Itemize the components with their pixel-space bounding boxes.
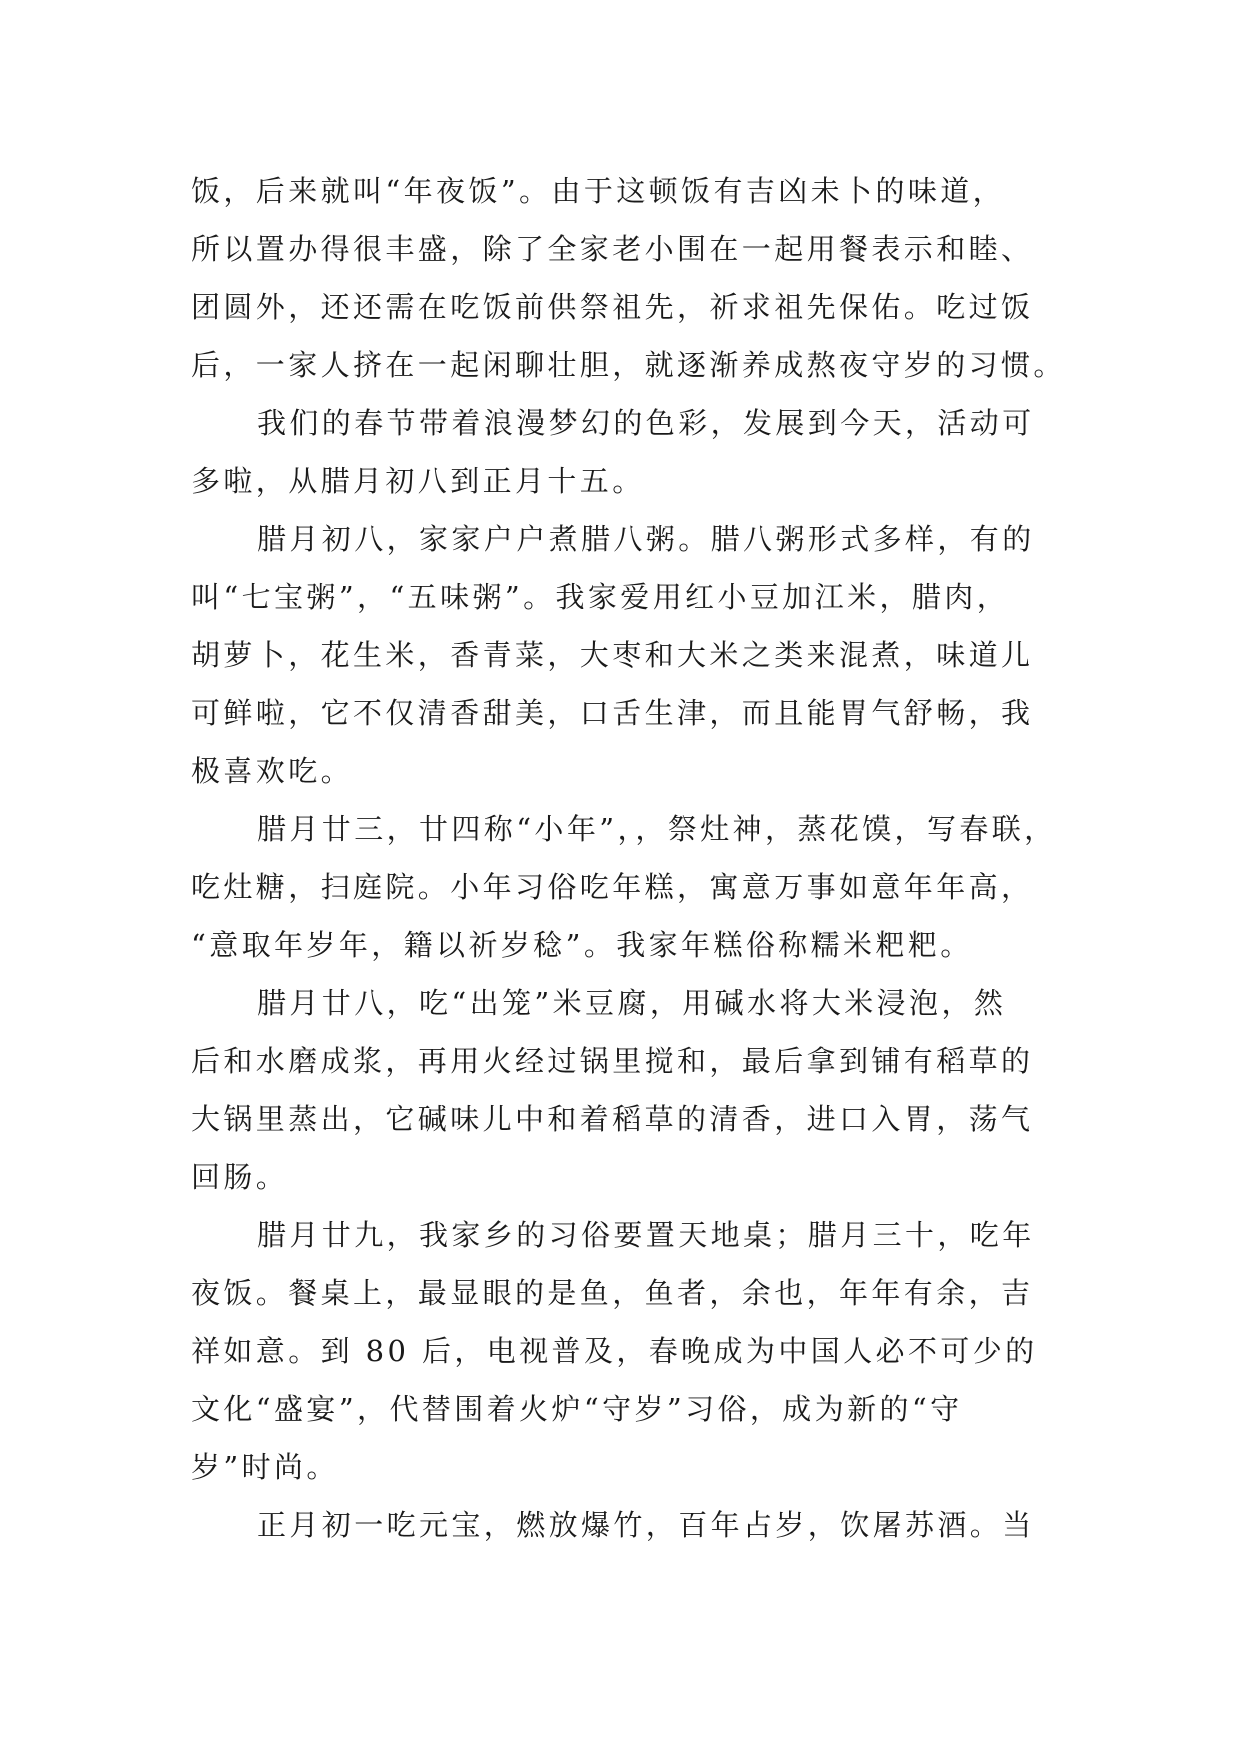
text-line: 可鲜啦，它不仅清香甜美，口舌生津，而且能胃气舒畅，我 <box>191 696 1034 730</box>
text-line: 团圆外，还还需在吃饭前供祭祖先，祈求祖先保佑。吃过饭 <box>191 290 1034 324</box>
text-line: 腊月廿八，吃“出笼”米豆腐，用碱水将大米浸泡，然 <box>257 986 1007 1020</box>
text-line: 极喜欢吃。 <box>191 754 354 788</box>
text-line: 腊月廿九，我家乡的习俗要置天地桌；腊月三十，吃年 <box>257 1218 1035 1252</box>
text-line: 大锅里蒸出，它碱味儿中和着稻草的清香，进口入胃，荡气 <box>191 1102 1034 1136</box>
text-line: 胡萝卜，花生米，香青菜，大枣和大米之类来混煮，味道儿 <box>191 638 1034 672</box>
text-line: 我们的春节带着浪漫梦幻的色彩，发展到今天，活动可 <box>257 406 1035 440</box>
text-line: 腊月初八，家家户户煮腊八粥。腊八粥形式多样，有的 <box>257 522 1035 556</box>
text-line: 饭，后来就叫“年夜饭”。由于这顿饭有吉凶未卜的味道， <box>191 174 1006 208</box>
text-line: 吃灶糖，扫庭院。小年习俗吃年糕，寓意万事如意年年高， <box>191 870 1034 904</box>
text-line: 腊月廿三，廿四称“小年”，，祭灶神，蒸花馍，写春联， <box>257 812 1057 846</box>
text-line: 文化“盛宴”，代替围着火炉“守岁”习俗，成为新的“守 <box>191 1392 963 1426</box>
text-line: 所以置办得很丰盛，除了全家老小围在一起用餐表示和睦、 <box>191 232 1034 266</box>
text-line: 正月初一吃元宝，燃放爆竹，百年占岁，饮屠苏酒。当 <box>257 1508 1035 1542</box>
text-line: 多啦，从腊月初八到正月十五。 <box>191 464 645 498</box>
text-line: 后，一家人挤在一起闲聊壮胆，就逐渐养成熬夜守岁的习惯。 <box>191 348 1066 382</box>
text-line: 夜饭。餐桌上，最显眼的是鱼，鱼者，余也，年年有余，吉 <box>191 1276 1034 1310</box>
text-line: 岁”时尚。 <box>191 1450 339 1484</box>
text-line: 后和水磨成浆，再用火经过锅里搅和，最后拿到铺有稻草的 <box>191 1044 1034 1078</box>
text-line: 祥如意。到 80 后，电视普及，春晚成为中国人必不可少的 <box>191 1334 1038 1368</box>
text-line: “意取年岁年，籍以祈岁稔”。我家年糕俗称糯米粑粑。 <box>191 928 973 962</box>
document-body-text <box>191 162 1071 1554</box>
text-line: 叫“七宝粥”，“五味粥”。我家爱用红小豆加江米，腊肉， <box>191 580 1010 614</box>
text-line: 回肠。 <box>191 1160 289 1194</box>
